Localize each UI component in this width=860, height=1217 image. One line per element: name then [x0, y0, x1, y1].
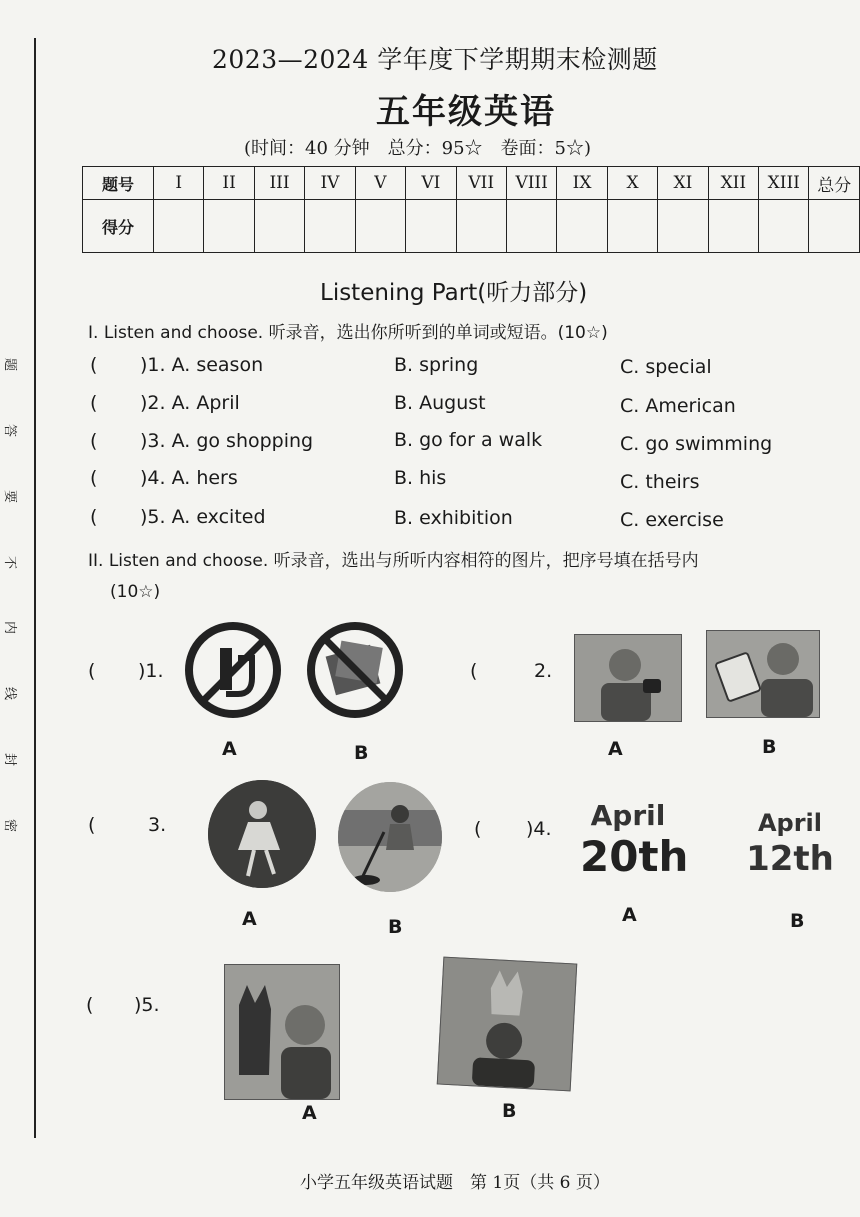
section-1-title: I. Listen and choose. 听录音，选出你所听到的单词或短语。(10☆)	[88, 323, 608, 343]
item-4-number: )4.	[526, 818, 552, 840]
item-1-number: )1.	[138, 660, 164, 682]
q1-option-b: B. spring	[394, 354, 479, 376]
q4-option-a: )4. A. hers	[140, 467, 238, 489]
seal-char: 题	[2, 357, 18, 372]
q4-option-b: B. his	[394, 467, 447, 489]
date-april-12th	[740, 808, 840, 880]
item-3-label-a: A	[242, 908, 257, 930]
score-col: IX	[557, 167, 607, 200]
item-4-a-day: 20th	[580, 832, 689, 881]
score-col: X	[607, 167, 657, 200]
seal-char: 要	[2, 489, 18, 503]
seal-char: 内	[2, 621, 18, 635]
q2-option-a: )2. A. April	[140, 392, 240, 414]
item-4-label-b: B	[790, 910, 805, 932]
score-col: XII	[708, 167, 758, 200]
answer-bracket[interactable]: (	[470, 660, 478, 682]
girl-dancing-image	[208, 780, 316, 888]
boy-with-dog-image	[224, 964, 340, 1100]
item-2-label-b: B	[762, 736, 777, 758]
score-cell[interactable]	[305, 200, 355, 253]
answer-bracket[interactable]: (	[90, 392, 98, 414]
score-col: IV	[305, 167, 355, 200]
exam-subtitle: 五年级英语	[376, 92, 556, 132]
q5-option-c: C. exercise	[620, 509, 724, 531]
item-1-label-b: B	[354, 742, 369, 764]
q1-option-a: )1. A. season	[140, 354, 264, 376]
q5-option-b: B. exhibition	[394, 507, 513, 529]
page-footer: 小学五年级英语试题 第 1页（共 6 页）	[300, 1173, 610, 1193]
score-cell[interactable]	[708, 200, 758, 253]
score-cell[interactable]	[355, 200, 405, 253]
q2-option-b: B. August	[394, 392, 486, 414]
q3-option-a: )3. A. go shopping	[140, 430, 314, 452]
exam-title: 2023—2024 学年度下学期期末检测题	[212, 45, 658, 74]
score-cell[interactable]	[607, 200, 657, 253]
boy-cleaning-floor-image	[338, 782, 442, 892]
no-silence-sign-icon	[180, 620, 286, 720]
score-cell[interactable]	[406, 200, 456, 253]
item-1-label-a: A	[222, 738, 237, 760]
score-cell[interactable]	[154, 200, 204, 253]
item-4-b-day: 12th	[746, 839, 834, 879]
score-cell[interactable]	[204, 200, 254, 253]
man-reading-tablet-image	[706, 630, 820, 718]
score-col: VIII	[506, 167, 556, 200]
no-books-sign-icon	[302, 620, 408, 720]
answer-bracket[interactable]: (	[88, 814, 96, 836]
q1-option-c: C. special	[620, 356, 712, 378]
q5-option-a: )5. A. excited	[140, 506, 266, 528]
score-cell[interactable]	[456, 200, 506, 253]
score-col-total: 总分	[809, 167, 860, 200]
score-table	[82, 166, 860, 253]
score-col: XI	[658, 167, 708, 200]
score-col: VII	[456, 167, 506, 200]
score-col: II	[204, 167, 254, 200]
item-3-label-b: B	[388, 916, 403, 938]
score-table-score-label: 得分	[83, 200, 154, 253]
score-table-header-label: 题号	[83, 167, 154, 200]
item-4-label-a: A	[622, 904, 637, 926]
score-col: III	[254, 167, 304, 200]
score-cell[interactable]	[557, 200, 607, 253]
man-listening-radio-image	[574, 634, 682, 722]
seal-char: 答	[2, 423, 18, 437]
binding-line	[34, 38, 36, 1138]
item-5-label-b: B	[502, 1100, 517, 1122]
listening-part-title: Listening Part(听力部分)	[320, 280, 588, 306]
score-col: V	[355, 167, 405, 200]
score-cell[interactable]	[254, 200, 304, 253]
answer-bracket[interactable]: (	[90, 430, 98, 452]
exam-meta: (时间：40 分钟 总分：95☆ 卷面：5☆)	[244, 138, 592, 159]
seal-char: 密	[2, 818, 18, 832]
seal-char: 线	[2, 687, 18, 701]
q2-option-c: C. American	[620, 395, 736, 417]
score-col: XIII	[759, 167, 809, 200]
item-2-number: 2.	[534, 660, 553, 682]
section-2-title: II. Listen and choose. 听录音，选出与所听内容相符的图片，把序号填在括号内	[88, 551, 699, 571]
item-4-b-month: April	[757, 809, 823, 837]
seal-char: 封	[2, 753, 18, 767]
boy-with-cat-image	[437, 957, 578, 1092]
score-cell[interactable]	[658, 200, 708, 253]
seal-char: 不	[2, 555, 18, 569]
answer-bracket[interactable]: (	[474, 818, 482, 840]
q3-option-c: C. go swimming	[620, 433, 773, 455]
answer-bracket[interactable]: (	[90, 354, 98, 376]
score-cell[interactable]	[506, 200, 556, 253]
score-col: VI	[406, 167, 456, 200]
answer-bracket[interactable]: (	[88, 660, 96, 682]
item-5-label-a: A	[302, 1102, 317, 1124]
item-3-number: 3.	[148, 814, 167, 836]
date-april-20th	[580, 799, 689, 882]
score-cell-total[interactable]	[809, 200, 860, 253]
section-2-title-cont: (10☆)	[110, 582, 161, 602]
item-2-label-a: A	[608, 738, 623, 760]
item-5-number: )5.	[134, 994, 160, 1016]
score-cell[interactable]	[759, 200, 809, 253]
q4-option-c: C. theirs	[620, 471, 700, 493]
item-4-a-month: April	[590, 799, 666, 832]
q3-option-b: B. go for a walk	[394, 429, 543, 451]
answer-bracket[interactable]: (	[86, 994, 94, 1016]
seal-line-notice	[4, 355, 20, 835]
answer-bracket[interactable]: (	[90, 506, 98, 528]
answer-bracket[interactable]: (	[90, 467, 98, 489]
score-col: I	[154, 167, 204, 200]
